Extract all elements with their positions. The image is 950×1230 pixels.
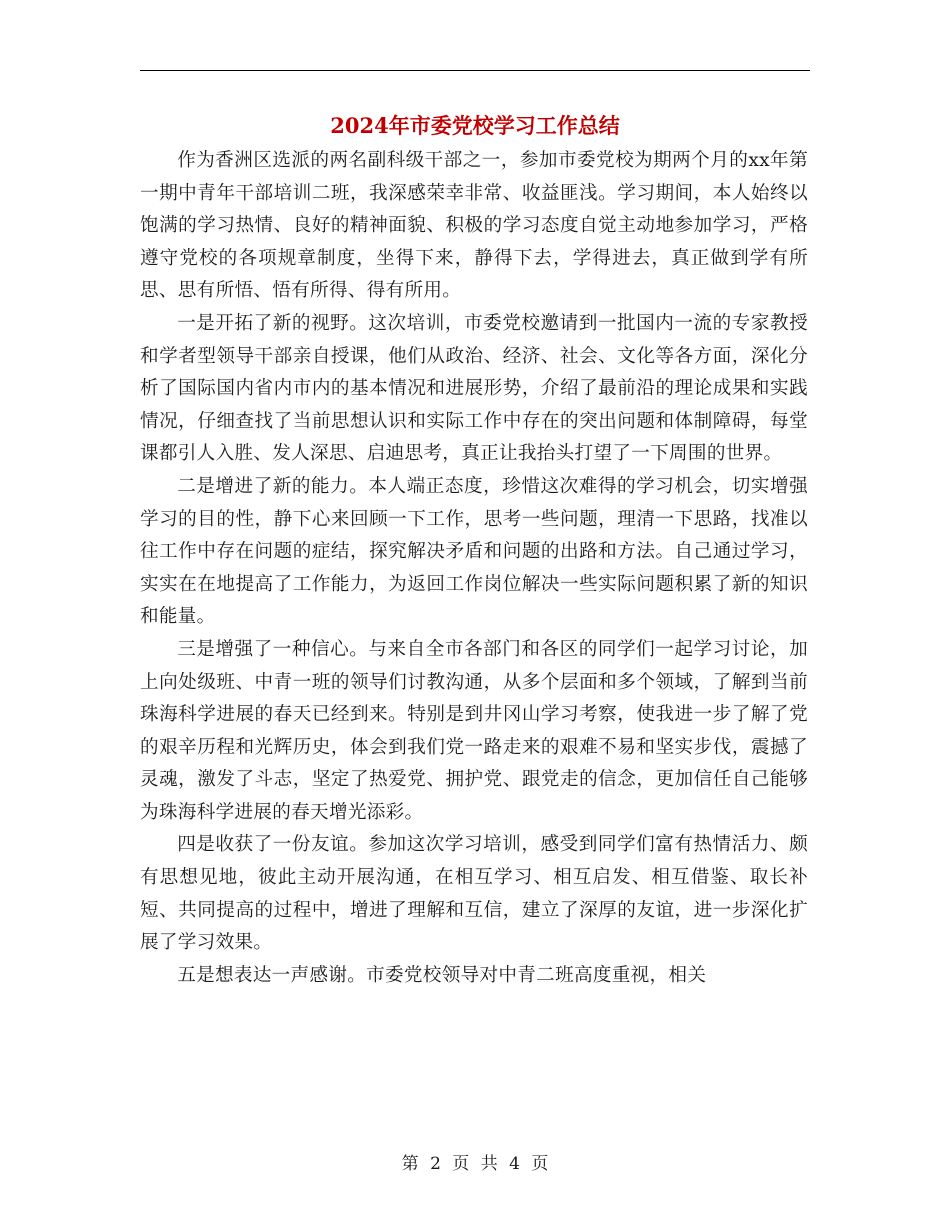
paragraph-point-1: 一是开拓了新的视野。这次培训，市委党校邀请到一批国内一流的专家教授和学者型领导干部亲自授课，他们从政治、经济、社会、文化等各方面，深化分析了国际国内省内市内的基本情况和进展形势，介绍了最前沿的理论成果和实践情况，仔细查找了当前思想认识和实际工作中存在的突出问题和体制障碍，每堂课都引人入胜、发人深思、启迪思考，真正让我抬头打望了一下周围的世界。 (140, 312, 808, 465)
paragraph-point-2: 二是增进了新的能力。本人端正态度，珍惜这次难得的学习机会，切实增强学习的目的性，静下心来回顾一下工作，思考一些问题，理清一下思路，找准以往工作中存在问题的症结，探究解决矛盾和问题的出路和方法。自己通过学习，实实在在地提高了工作能力，为返回工作岗位解决一些实际问题积累了新的知识和能量。 (140, 475, 808, 628)
paragraph-point-3: 三是增强了一种信心。与来自全市各部门和各区的同学们一起学习讨论，加上向处级班、中青一班的领导们讨教沟通，从多个层面和多个领域，了解到当前珠海科学进展的春天已经到来。特别是到井冈山学习考察，使我进一步了解了党的艰辛历程和光辉历史，体会到我们党一路走来的艰难不易和坚实步伐，震撼了灵魂，激发了斗志，坚定了热爱党、拥护党、跟党走的信念，更加信任自己能够为珠海科学进展的春天增光添彩。 (140, 638, 808, 823)
header-rule (140, 70, 810, 71)
document-title: 2024年市委党校学习工作总结 (330, 113, 620, 138)
paragraph-intro: 作为香洲区选派的两名副科级干部之一，参加市委党校为期两个月的xx年第一期中青年干部培训二班，我深感荣幸非常、收益匪浅。学习期间，本人始终以饱满的学习热情、良好的精神面貌、积极的学习态度自觉主动地参加学习，严格遵守党校的各项规章制度，坐得下来，静得下去，学得进去，真正做到学有所思、思有所悟、悟有所得、得有所用。 (140, 150, 808, 302)
paragraph-point-5: 五是想表达一声感谢。市委党校领导对中青二班高度重视，相关 (177, 964, 707, 986)
paragraph-point-4: 四是收获了一份友谊。参加这次学习培训，感受到同学们富有热情活力、颇有思想见地，彼此主动开展沟通，在相互学习、相互启发、相互借鉴、取长补短、共同提高的过程中，增进了理解和互信，建立了深厚的友谊，进一步深化扩展了学习效果。 (140, 834, 808, 954)
page-footer: 第 2 页 共 4 页 (401, 1154, 549, 1174)
document-body (140, 145, 808, 992)
